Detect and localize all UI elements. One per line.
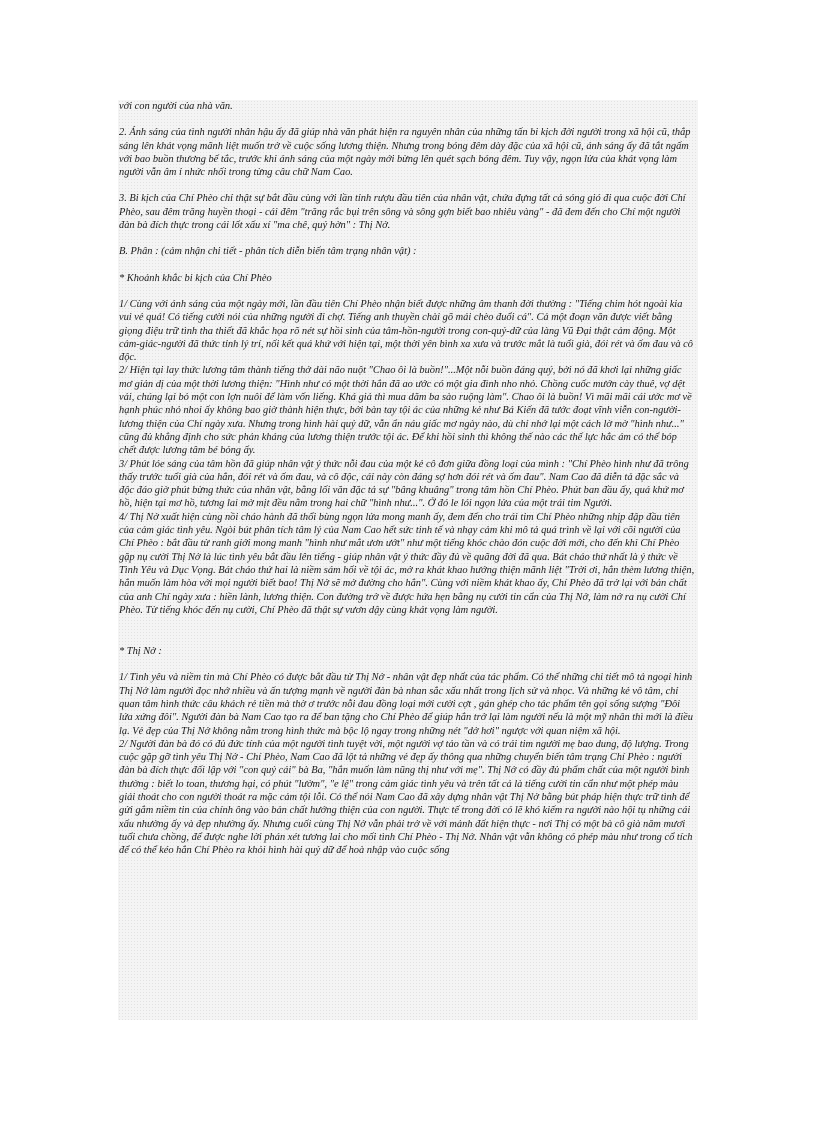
subheading-thi-no: * Thị Nở : [119, 646, 162, 658]
section-heading-analysis: B. Phân : (cảm nhận chi tiết - phân tích diễn biến tâm trạng nhân vật) : [119, 246, 417, 258]
document-page [118, 100, 698, 1020]
paragraph-gap [119, 658, 696, 671]
paragraph-gap [119, 259, 696, 272]
paragraph-gap [119, 285, 696, 298]
paragraph-thi-no-1: 1/ Tình yêu và niềm tin mà Chí Phèo có được bắt đầu từ Thị Nở - nhân vật đẹp nhất của tác phẩm. Có thể những chi tiết mô tả ngoại hình Thị Nở làm người đọc nhớ nhiều và ấn tượng mạnh về người đàn bà nhan sắc xấu nhất trong lịch sử và nhọc. Và những kẻ vô tâm, chỉ quan tâm hình thức câu khách rẻ tiền mà thờ ơ trước nỗi đau đồng loại mới cười cợt , gán ghép cho tác phẩm tên gọi sống sượng "Đôi lứa xứng đôi". Người đàn bà Nam Cao tạo ra để ban tặng cho Chí Phèo để giúp hắn trở lại làm người nếu là một mỹ nhân thì mới là điều lạ. Vẻ đẹp của Thị Nở không nằm trong hình thức mà bộc lộ ngay trong những nét "dở hơi" ngược với quan niệm xã hội. [119, 672, 693, 737]
document-body [118, 100, 698, 858]
paragraph-thi-no-2: 2/ Người đàn bà đó có đủ đức tính của một người tình tuyệt vời, một người vợ tảo tần và có trái tim người mẹ bao dung, độ lượng. Trong cuộc gặp gỡ tình yêu Thị Nở - Chí Phèo, Nam Cao đã lột tả những vẻ đẹp ấy thông qua những chuyển biến tâm trạng Chí Phèo : người đàn bà đích thực đối lập với "con quỷ cái" bà Ba, "hắn muốn làm nũng thị như với mẹ". Thị Nở có đầy đủ phẩm chất của một người bình thường : biết lo toan, thương hại, có phút "lườm", "e lệ" trong cảm giác tình yêu và trên tất cả là tiếng cười tin cẩn như một phép màu giải thoát cho con người thoát ra mặc cảm tội lỗi. Có thể nói Nam Cao đã xây dựng nhân vật Thị Nở bằng bút pháp hiện thực trữ tình để gửi gắm niềm tin của chính ông vào bản chất hướng thiện của con người. Thực tế trong đời có lẽ khó kiếm ra người nào hội tụ những cái xấu nhường ấy và đẹp nhường ấy. Nhưng cuối cùng Thị Nở vẫn phải trở về với mảnh đất hiện thực - nơi Thị có một bà cô già năm mươi tuổi chưa chồng, để được nghe lời phán xét tương lai cho mối tình Chí Phèo - Thị Nở. Nhân vật vẫn không có phép màu như trong cổ tích để có thể kéo hắn Chí Phèo ra khỏi hình hài quỷ dữ để hoà nhập vào cuộc sống [119, 738, 693, 857]
paragraph-point-1: 1/ Cùng với ánh sáng của một ngày mới, lần đầu tiên Chí Phèo nhận biết được những âm thanh đời thường : "Tiếng chim hót ngoài kia vui vẻ quá! Có tiếng cười nói của những người đi chợ. Tiếng anh thuyền chài gõ mái chèo đuổi cá". Cả một đoạn văn được viết bằng giọng điệu trữ tình tha thiết đã khắc họa rõ nét sự hồi sinh của tâm-hồn-người trong con-quỷ-dữ của làng Vũ Đại thật cảm động. Một cảm-giác-người đã thức tỉnh lý trí, nối kết quá khứ với hiện tại, một thời yên bình xa xưa và trước mắt là tuổi già, đói rét và ốm đau và cô độc. [119, 298, 693, 364]
subheading-chi-pheo-moment: * Khoảnh khắc bi kịch của Chí Phèo [119, 272, 272, 284]
paragraph-tragedy-begins: 3. Bi kịch của Chí Phèo chỉ thật sự bắt đầu cùng với lần tỉnh rượu đầu tiên của nhân vật, chứa đựng tất cả sóng gió đi qua cuộc đời Chí Phèo, sau đêm trăng huyền thoại - cái đêm "trăng rắc bụi trên sông và sông gợn biết bao nhiêu vàng" - đã đem đến cho Chí một người đàn bà đích thực trong cái lốt xấu xí "ma chê, quỷ hờn" : Thị Nở. [119, 193, 686, 232]
paragraph-point-4: 4/ Thị Nở xuất hiện cùng nồi cháo hành đã thổi bùng ngọn lửa mong manh ấy, đem đến cho trái tim Chí Phèo những nhịp đập đầu tiên của cảm giác tình yêu. Ngòi bút phân tích tâm lý của Nam Cao hết sức tinh tế và nhạy cảm khi mô tả quá trình về lại với cõi người của Chí Phèo : bắt đầu từ ranh giới mong manh "hình như mắt ươn ướt" như một tiếng khóc chào đón cuộc đời mới, cho đến khi Chí Phèo gặp nụ cười Thị Nở là lúc tình yêu bắt đầu lên tiếng - giúp nhân vật ý thức đầy đủ về quãng đời đã qua. Bát cháo thứ nhất là ý thức về Tình Yêu và Dục Vọng. Bát cháo thứ hai là niềm sám hối về tội ác, mở ra khát khao hướng thiện mãnh liệt "Trời ơi, hắn thèm lương thiện, hắn muốn làm hòa với mọi người biết bao! Thị Nở sẽ mở đường cho hắn". Cùng với niềm khát khao ấy, Chí Phèo đã trở lại với bản chất của anh Chí ngày xưa : hiền lành, lương thiện. Con đường trở về được hứa hẹn bằng nụ cười tin cẩn của Thị Nở, làm nở ra nụ cười Chí Phèo. Từ tiếng khóc đến nụ cười, Chí Phèo đã thật sự vươn dậy cùng khát vọng làm người. [119, 511, 695, 616]
paragraph-gap [119, 617, 696, 645]
paragraph-light-of-humanity: 2. Ánh sáng của tình người nhân hậu ấy đã giúp nhà văn phát hiện ra nguyên nhân của những tấn bi kịch đời người trong xã hội cũ, thắp sáng lên khát vọng mãnh liệt muốn trở về cuộc sống lương thiện. Nhưng trong bóng đêm dày đặc của xã hội cũ, ánh sáng ấy đã tắt ngấm với bao buồn thương bế tắc, trước khi ánh sáng của một ngày mới bừng lên quét sạch bóng đêm. Tuy vậy, ngọn lửa của khát vọng làm người vẫn âm ỉ nhức nhối trong từng câu chữ Nam Cao. [119, 127, 691, 179]
paragraph-gap [119, 232, 696, 245]
paragraph-gap [119, 179, 696, 192]
paragraph-point-2: 2/ Hiện tại lay thức lương tâm thành tiếng thở dài não nuột "Chao ôi là buồn!"...Một nỗi buồn đáng quý, bởi nó đã khơi lại những giấc mơ giản dị của một thời lương thiện: "Hình như có một thời hắn đã ao ước có một gia đình nho nhỏ. Chồng cuốc mướn cày thuê, vợ dệt vải, chúng lại bỏ một con lợn nuôi để làm vốn liếng. Khá giả thì mua dăm ba sào ruộng làm". Chao ôi là buồn! Vì mãi mãi cái ước mơ về hạnh phúc nhỏ nhoi ấy không bao giờ thành hiện thực, bởi bàn tay tội ác của những kẻ như Bá Kiến đã tước đoạt vĩnh viễn con-người-lương thiện của Chí ngày xưa. Nhưng trong hình hài quỷ dữ, vẫn ẩn náu giấc mơ ngày nào, dù chỉ nhớ lại một cách lờ mờ "hình như..." cũng đủ khẳng định cho sức phản kháng của lương thiện trước tội ác. Để khi hồi sinh thì không thế nào các thế lực hắc ám có thể bóp chết được lương tâm bé bỏng ấy. [119, 365, 692, 457]
paragraph-gap [119, 113, 696, 126]
paragraph-point-3: 3/ Phút lóe sáng của tâm hồn đã giúp nhân vật ý thức nỗi đau của một kẻ cô đơn giữa đồng loại của mình : "Chí Phèo hình như đã trông thấy trước tuổi già của hắn, đói rét và ốm đau, và cô độc, cái này còn đáng sợ hơn đói rét và ốm đau". Nam Cao đã diễn tả đặc sắc và độc đáo giờ phút bừng thức của nhân vật, bằng lối văn đặc tả sự "bâng khuâng" trong tâm hồn Chí Phèo. Phút ban đầu ấy, quá khứ mơ hồ, hiện tại mơ hồ, tương lai mờ mịt đều nằm trong hai chữ "hình như...". Ở đó le lói ngọn lửa của một trái tim Người. [119, 458, 689, 510]
paragraph-fragment: với con người của nhà văn. [119, 101, 233, 112]
